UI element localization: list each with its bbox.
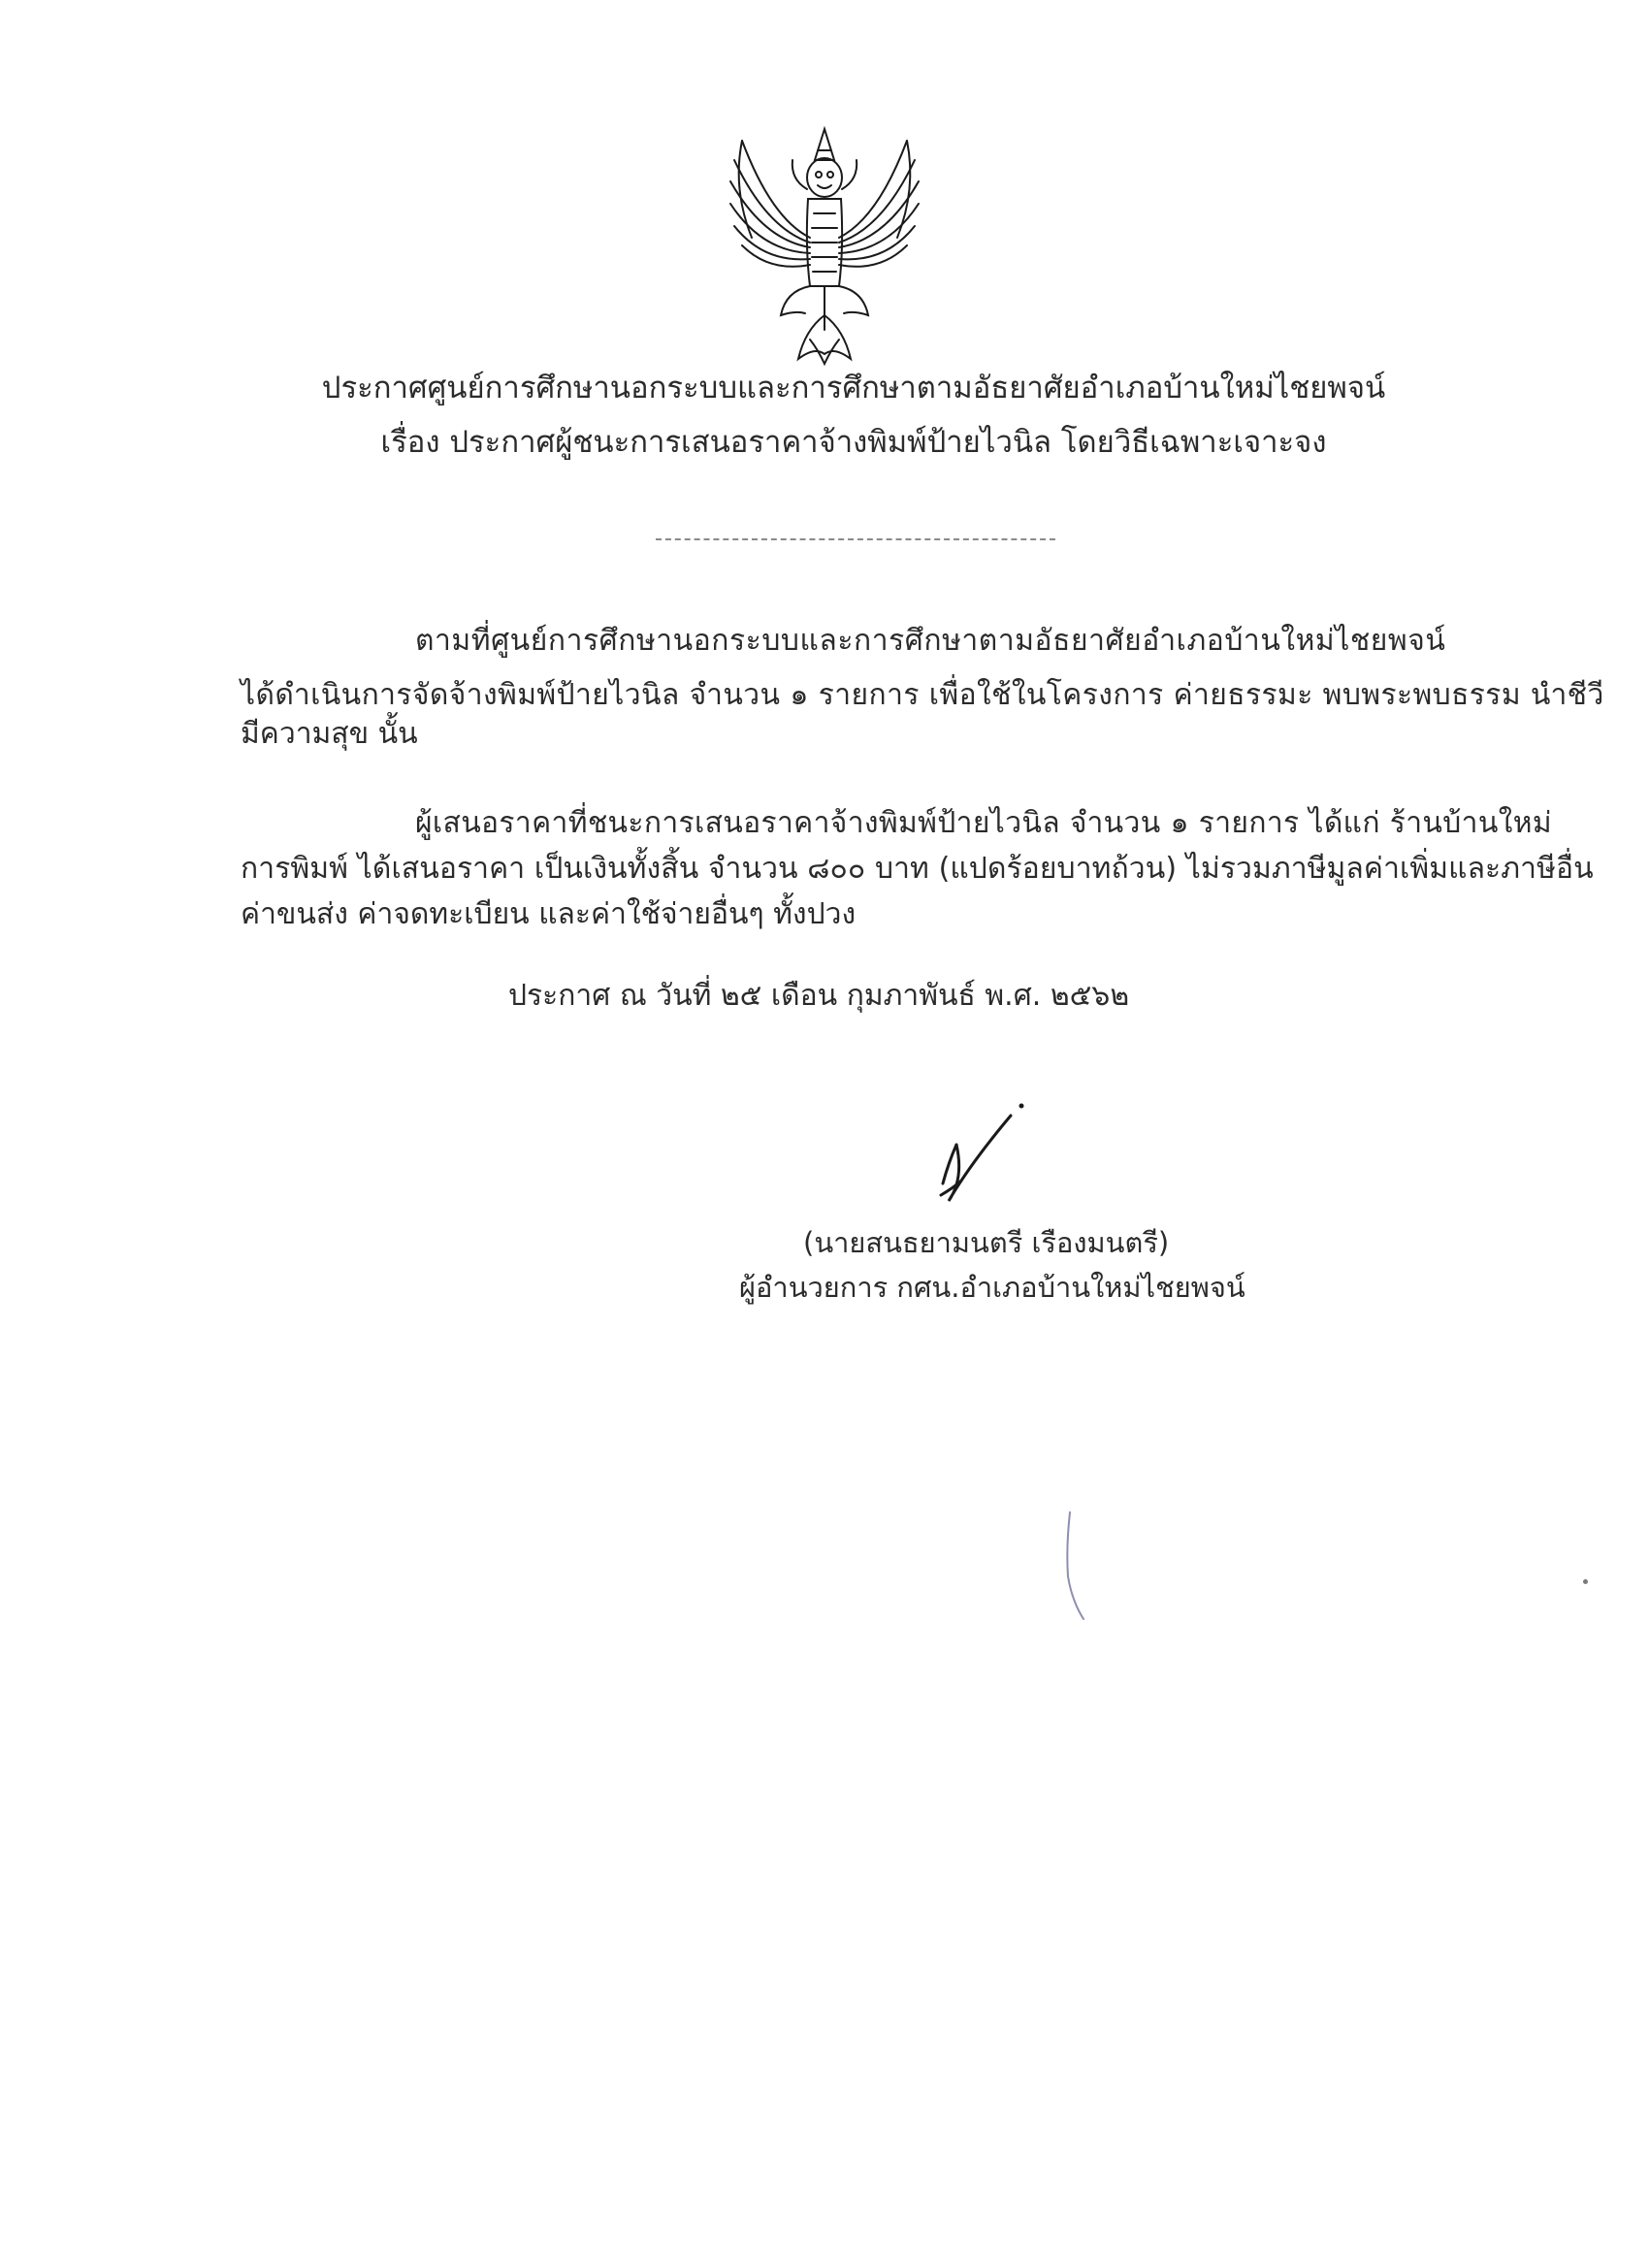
garuda-emblem: [713, 121, 936, 373]
dashed-divider: [656, 538, 1055, 540]
paragraph2-line2: การพิมพ์ ได้เสนอราคา เป็นเงินทั้งสิ้น จำนวน ๘๐๐ บาท (แปดร้อยบาทถ้วน) ไม่รวมภาษีมูลค่าเพิ่มและภาษีอื่น: [241, 852, 1594, 886]
scan-speck: [1583, 1579, 1588, 1584]
paragraph2-line3: ค่าขนส่ง ค่าจดทะเบียน และค่าใช้จ่ายอื่นๆ ทั้งปวง: [241, 897, 857, 931]
announcement-date: ประกาศ ณ วันที่ ๒๕ เดือน กุมภาพันธ์ พ.ศ. ๒๕๖๒: [508, 979, 1130, 1013]
paragraph1-line1: ตามที่ศูนย์การศึกษานอกระบบและการศึกษาตามอัธยาศัยอำเภอบ้านใหม่ไชยพจน์: [415, 624, 1446, 658]
paragraph1-line2: ได้ดำเนินการจัดจ้างพิมพ์ป้ายไวนิล จำนวน ๑ รายการ เพื่อใช้ในโครงการ ค่ายธรรมะ พบพระพบธรรม นำชีวี: [241, 678, 1604, 712]
handwritten-signature: [931, 1086, 1038, 1203]
announcement-title: ประกาศศูนย์การศึกษานอกระบบและการศึกษาตามอัธยาศัยอำเภอบ้านใหม่ไชยพจน์: [321, 371, 1386, 405]
pen-mark: [1052, 1508, 1091, 1625]
paragraph2-line1: ผู้เสนอราคาที่ชนะการเสนอราคาจ้างพิมพ์ป้ายไวนิล จำนวน ๑ รายการ ได้แก่ ร้านบ้านใหม่: [415, 806, 1552, 840]
signer-name: (นายสนธยามนตรี เรืองมนตรี): [803, 1226, 1170, 1259]
paragraph1-line3: มีความสุข นั้น: [241, 717, 418, 751]
announcement-subject: เรื่อง ประกาศผู้ชนะการเสนอราคาจ้างพิมพ์ป้ายไวนิล โดยวิธีเฉพาะเจาะจง: [380, 425, 1327, 460]
signer-title: ผู้อำนวยการ กศน.อำเภอบ้านใหม่ไชยพจน์: [739, 1271, 1245, 1304]
